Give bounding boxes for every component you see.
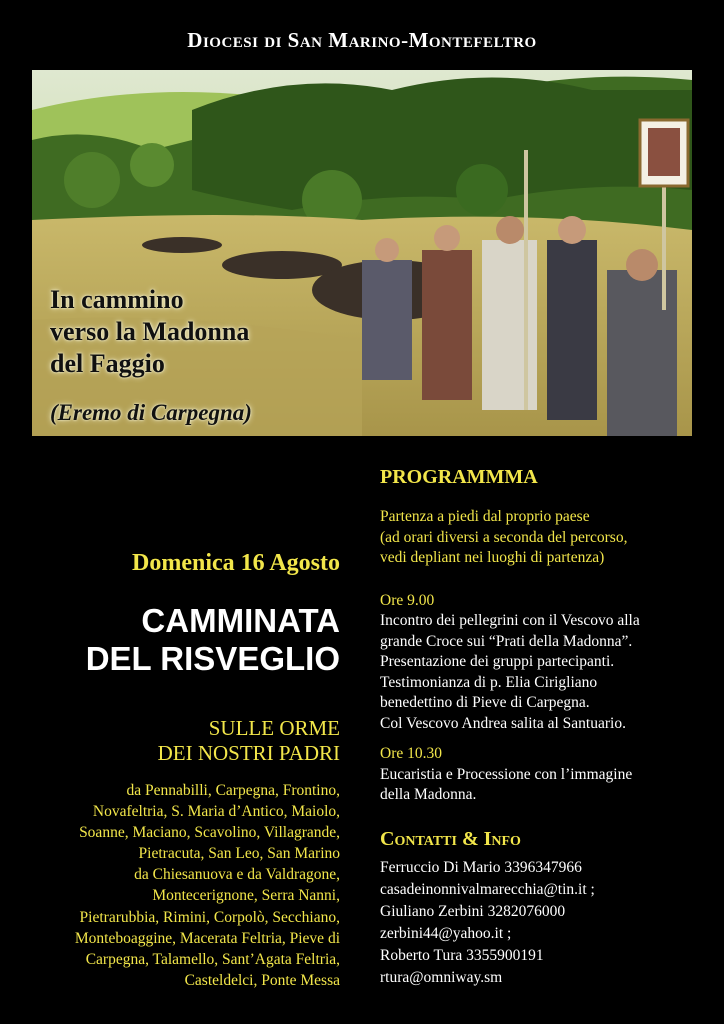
- caption-line: del Faggio: [50, 349, 165, 378]
- places-line: Novafeltria, S. Maria d’Antico, Maiolo,: [92, 803, 340, 821]
- photo-caption: [50, 284, 249, 380]
- event-subtitle-line: DEI NOSTRI PADRI: [157, 741, 340, 765]
- contact-email[interactable]: rtura@omniway.sm: [380, 968, 503, 986]
- places-line: Monteboaggine, Macerata Feltria, Pieve di: [74, 929, 340, 947]
- program-column: [380, 466, 700, 989]
- places-line: Casteldelci, Ponte Messa: [184, 971, 340, 989]
- program-item-line: benedettino di Pieve di Carpegna.: [380, 694, 590, 711]
- pilgrimage-photo: [32, 70, 692, 436]
- contact-line: Roberto Tura 3355900191: [380, 946, 544, 964]
- diocese-header: Diocesi di San Marino-Montefeltro: [187, 28, 537, 52]
- event-title-line: DEL RISVEGLIO: [85, 640, 340, 677]
- program-time: Ore 10.30: [380, 745, 442, 762]
- event-subtitle: [10, 716, 340, 766]
- places-line: Soanne, Maciano, Scavolino, Villagrande,: [79, 824, 340, 842]
- program-item-line: della Madonna.: [380, 786, 477, 803]
- places-line: da Chiesanuova e da Valdragone,: [134, 866, 340, 884]
- places-line: Montecerignone, Serra Nanni,: [152, 887, 340, 905]
- program-item-line: Presentazione dei gruppi partecipanti.: [380, 653, 615, 670]
- caption-line: In cammino: [50, 285, 184, 314]
- program-item: [380, 611, 700, 734]
- program-item: [380, 765, 700, 806]
- places-line: Pietracuta, San Leo, San Marino: [138, 845, 340, 863]
- program-intro-line: (ad orari diversi a seconda del percorso,: [380, 528, 628, 546]
- contact-line: Ferruccio Di Mario 3396347966: [380, 858, 582, 876]
- contact-email[interactable]: casadeinonnivalmarecchia@tin.it ;: [380, 880, 595, 898]
- contacts-list: [380, 857, 700, 989]
- program-item-line: Testimonianza di p. Elia Cirigliano: [380, 673, 598, 691]
- contact-line: Giuliano Zerbini 3282076000: [380, 902, 566, 920]
- places-list: [10, 780, 340, 991]
- event-title: [10, 602, 340, 678]
- program-item-line: Eucaristia e Processione con l’immagine: [380, 765, 633, 783]
- contact-email[interactable]: zerbini44@yahoo.it ;: [380, 924, 512, 942]
- places-line: Pietrarubbia, Rimini, Corpolò, Secchiano,: [79, 908, 340, 926]
- program-intro: [380, 507, 700, 569]
- photo-subtitle: (Eremo di Carpegna): [50, 400, 252, 425]
- program-intro-line: vedi depliant nei luoghi di partenza): [380, 549, 605, 566]
- program-item-line: grande Croce sui “Prati della Madonna”.: [380, 632, 633, 650]
- program-intro-line: Partenza a piedi dal proprio paese: [380, 508, 590, 525]
- event-title-line: CAMMINATA: [141, 602, 340, 639]
- caption-line: verso la Madonna: [50, 317, 250, 346]
- places-line: Carpegna, Talamello, Sant’Agata Feltria,: [85, 950, 340, 968]
- program-item-line: Incontro dei pellegrini con il Vescovo alla: [380, 612, 640, 629]
- program-item-line: Col Vescovo Andrea salita al Santuario.: [380, 714, 626, 732]
- contacts-title: Contatti & Info: [380, 827, 521, 850]
- event-date: Domenica 16 Agosto: [132, 550, 340, 576]
- places-line: da Pennabilli, Carpegna, Frontino,: [126, 782, 340, 799]
- program-title: PROGRAMMMA: [380, 466, 538, 488]
- program-time: Ore 9.00: [380, 591, 435, 609]
- photo-illustration: [32, 70, 692, 436]
- event-subtitle-line: SULLE ORME: [208, 716, 340, 740]
